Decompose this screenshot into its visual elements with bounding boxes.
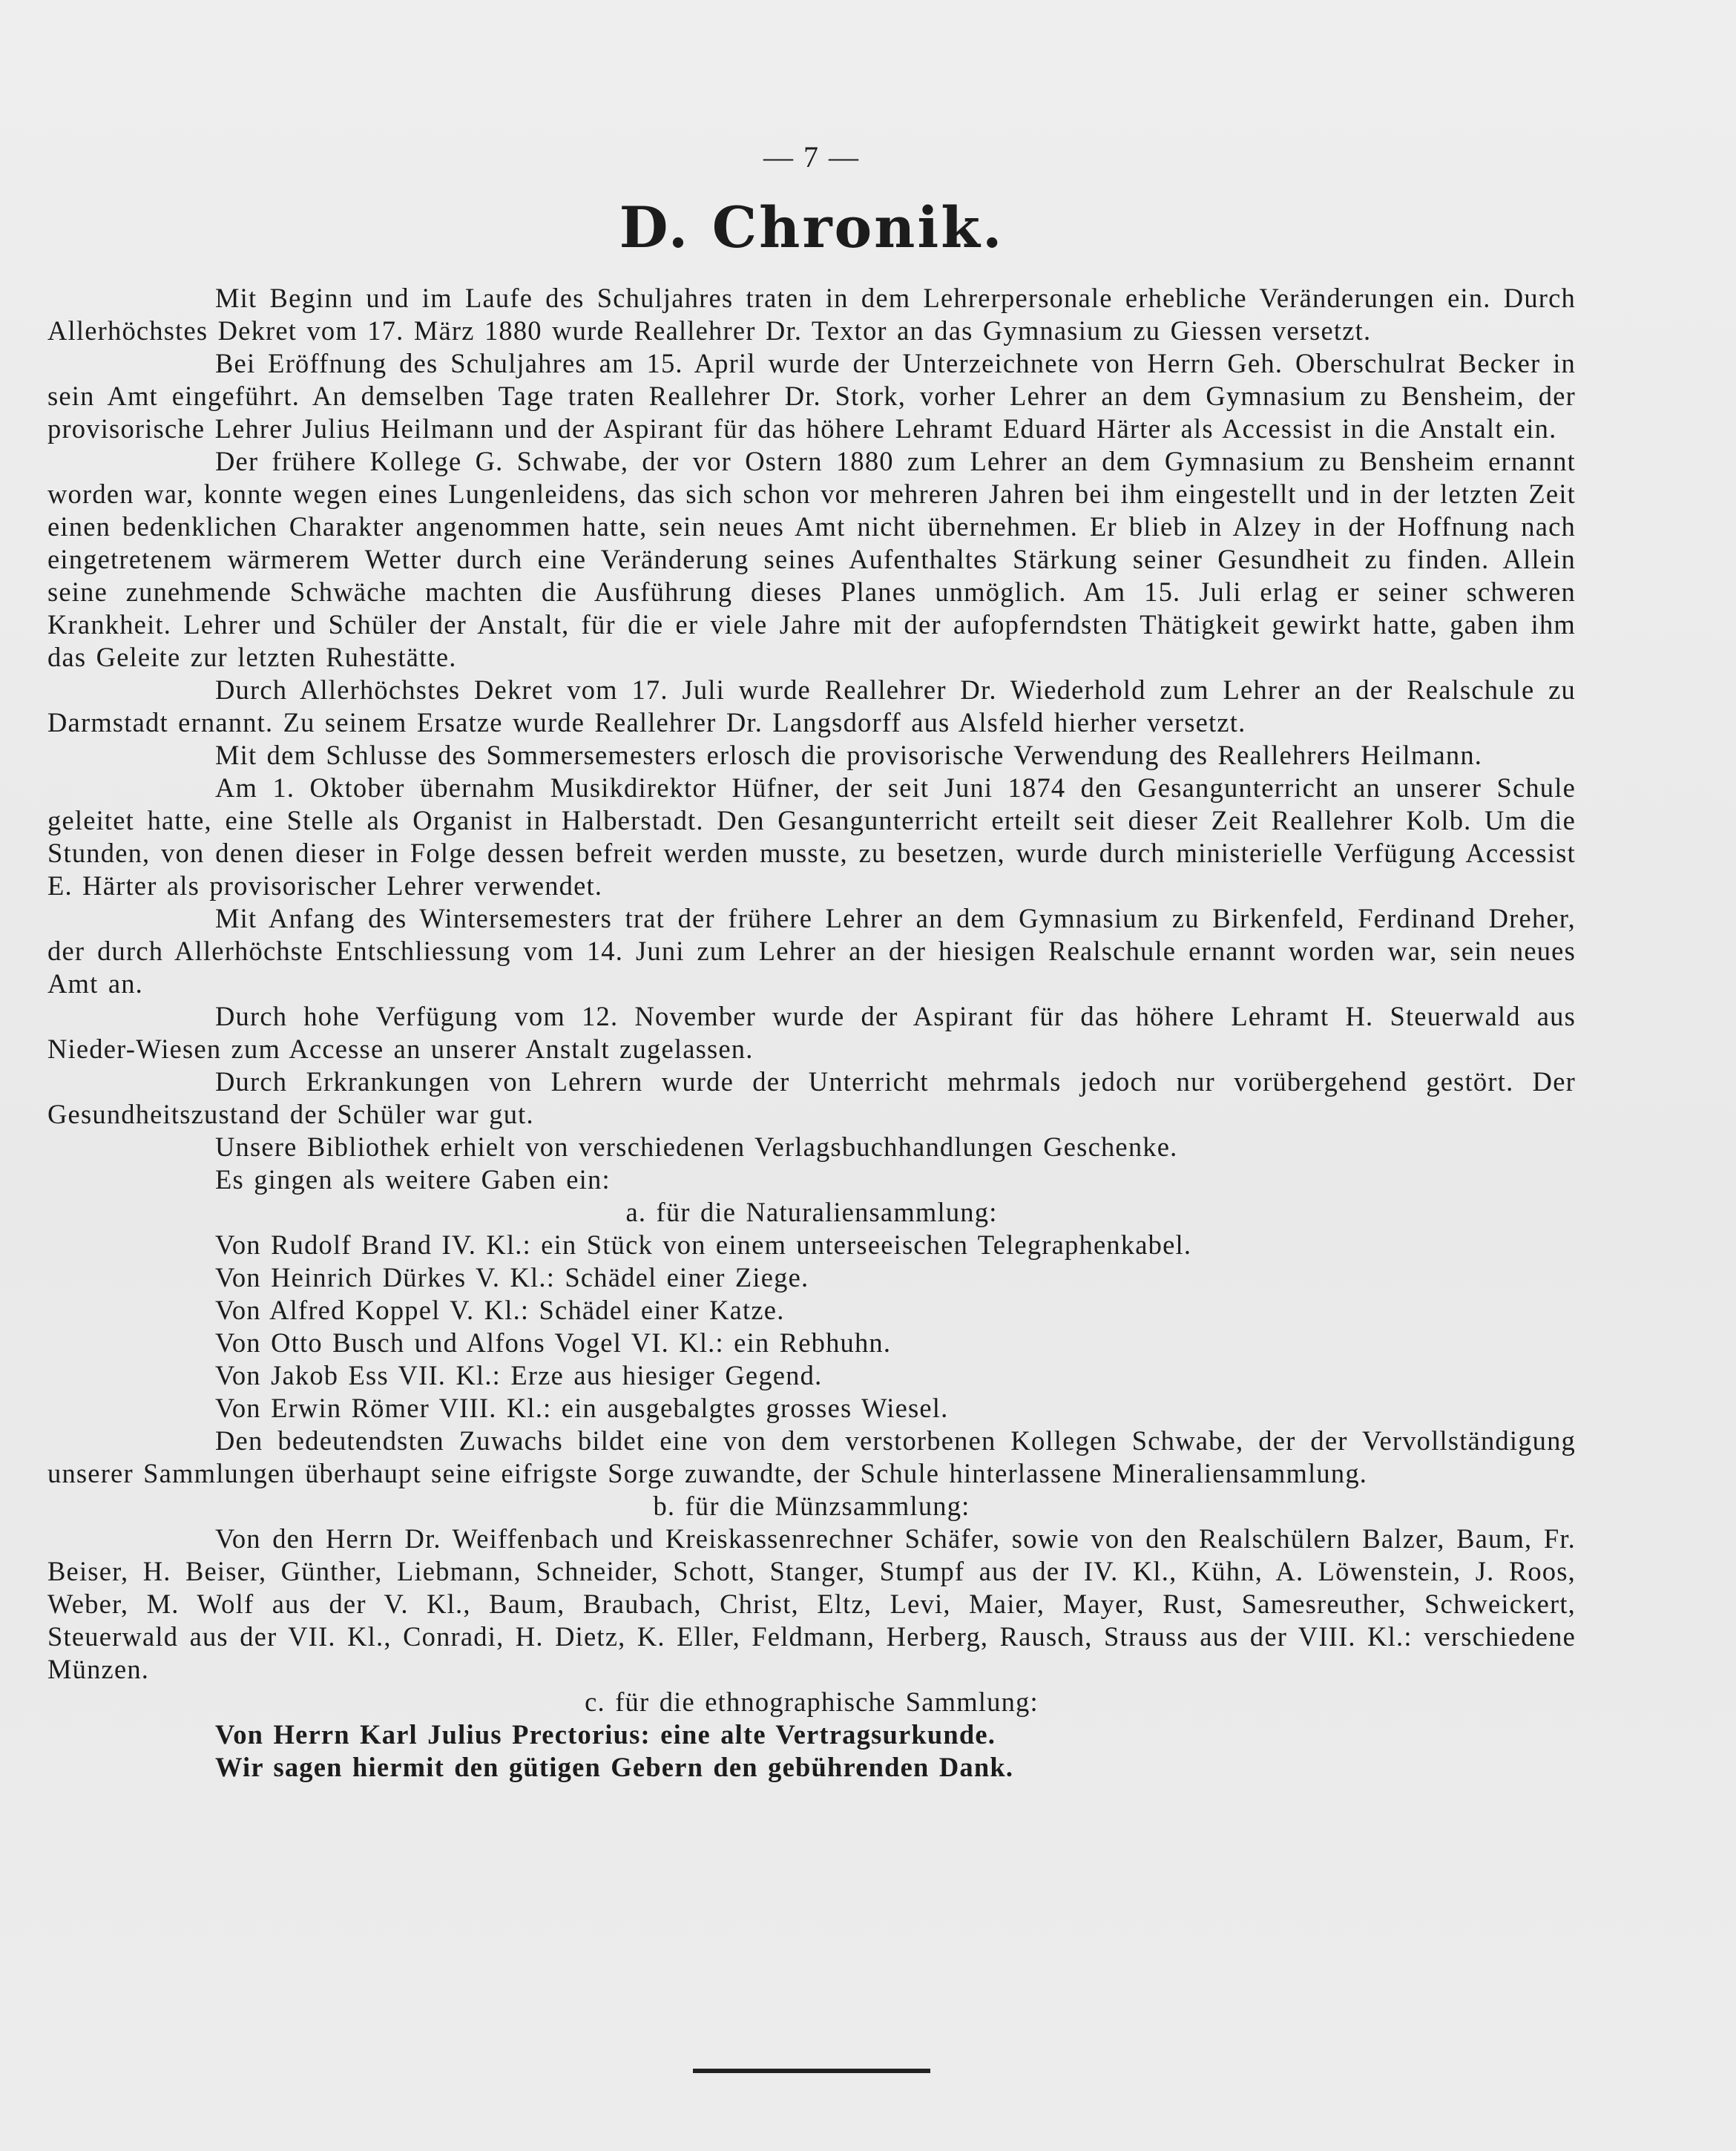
closing-line: Wir sagen hiermit den gütigen Gebern den gebührenden Dank. xyxy=(215,1752,1014,1782)
gift-item: Von Herrn Karl Julius Prectorius: eine alte Vertragsurkunde. xyxy=(215,1719,996,1750)
section-heading: D. Chronik. xyxy=(619,194,1005,260)
gift-item: Von Otto Busch und Alfons Vogel VI. Kl.: ein Rebhuhn. xyxy=(215,1327,892,1358)
chronicle-body xyxy=(47,282,1576,1784)
paragraph: Mit Beginn und im Laufe des Schuljahres traten in dem Lehrerpersonale erhebliche Veränderungen ein. Durch Allerhöchstes Dekret vom 17. März 1880 wurde Reallehrer Dr. Textor an das Gymnasium zu Giessen versetzt. xyxy=(47,283,1576,346)
gift-item: Von Heinrich Dürkes V. Kl.: Schädel einer Ziege. xyxy=(215,1262,809,1293)
paragraph: Von den Herrn Dr. Weiffenbach und Kreiskassenrechner Schäfer, sowie von den Realschülern Balzer, Baum, Fr. Beiser, H. Beiser, Günther, Liebmann, Schneider, Schott, Stanger, Stumpf aus der IV. Kl., Kühn, A. Löwenstein, J. Roos, Weber, M. Wolf aus der V. Kl., Baum, Braubach, Christ, Eltz, Levi, Maier, Mayer, Rust, Samesreuther, Schweickert, Steuerwald aus der VII. Kl., Conradi, H. Dietz, K. Eller, Feldmann, Herberg, Rausch, Strauss aus der VIII. Kl.: verschiedene Münzen. xyxy=(47,1523,1576,1684)
gift-item: Von Erwin Römer VIII. Kl.: ein ausgebalgtes grosses Wiesel. xyxy=(215,1393,949,1423)
subsection-heading-c: c. für die ethnographische Sammlung: xyxy=(585,1687,1039,1717)
paragraph: Der frühere Kollege G. Schwabe, der vor Ostern 1880 zum Lehrer an dem Gymnasium zu Bensheim ernannt worden war, konnte wegen eines Lungenleidens, das sich schon vor mehreren Jahren bei ihm eingestellt und in der letzten Zeit einen bedenklichen Charakter angenommen hatte, sein neues Amt nicht übernehmen. Er blieb in Alzey in der Hoffnung nach eingetretenem wärmerem Wetter durch eine Veränderung seines Aufenthaltes Stärkung seiner Gesundheit zu finden. Allein seine zunehmende Schwäche machten die Ausführung dieses Planes unmöglich. Am 15. Juli erlag er seiner schweren Krankheit. Lehrer und Schüler der Anstalt, für die er viele Jahre mit der aufopferndsten Thätigkeit gewirkt hatte, gaben ihm das Geleite zur letzten Ruhestätte. xyxy=(47,446,1576,672)
page-number: — 7 — xyxy=(763,140,860,174)
paragraph: Es gingen als weitere Gaben ein: xyxy=(215,1164,611,1195)
paragraph: Durch Allerhöchstes Dekret vom 17. Juli wurde Reallehrer Dr. Wiederhold zum Lehrer an der Realschule zu Darmstadt ernannt. Zu seinem Ersatze wurde Reallehrer Dr. Langsdorff aus Alsfeld hierher versetzt. xyxy=(47,674,1576,738)
gift-item: Von Jakob Ess VII. Kl.: Erze aus hiesiger Gegend. xyxy=(215,1360,823,1390)
paragraph: Den bedeutendsten Zuwachs bildet eine von dem verstorbenen Kollegen Schwabe, der der Vervollständigung unserer Sammlungen überhaupt seine eifrigste Sorge zuwandte, der Schule hinterlassene Mineraliensammlung. xyxy=(47,1425,1576,1488)
paragraph: Mit dem Schlusse des Sommersemesters erlosch die provisorische Verwendung des Reallehrers Heilmann. xyxy=(215,740,1483,770)
subsection-heading-a: a. für die Naturaliensammlung: xyxy=(625,1197,998,1227)
gift-item: Von Rudolf Brand IV. Kl.: ein Stück von einem unterseeischen Telegraphenkabel. xyxy=(215,1229,1192,1260)
paragraph: Durch Erkrankungen von Lehrern wurde der Unterricht mehrmals jedoch nur vorübergehend gestört. Der Gesundheitszustand der Schüler war gut. xyxy=(47,1066,1576,1129)
paragraph: Unsere Bibliothek erhielt von verschiedenen Verlagsbuchhandlungen Geschenke. xyxy=(215,1132,1178,1162)
paragraph: Mit Anfang des Wintersemesters trat der frühere Lehrer an dem Gymnasium zu Birkenfeld, Ferdinand Dreher, der durch Allerhöchste Entschliessung vom 14. Juni zum Lehrer an der hiesigen Realschule ernannt worden war, sein neues Amt an. xyxy=(47,903,1576,999)
paragraph: Durch hohe Verfügung vom 12. November wurde der Aspirant für das höhere Lehramt H. Steuerwald aus Nieder-Wiesen zum Accesse an unserer Anstalt zugelassen. xyxy=(47,1001,1576,1064)
paragraph: Am 1. Oktober übernahm Musikdirektor Hüfner, der seit Juni 1874 den Gesangunterricht an unserer Schule geleitet hatte, eine Stelle als Organist in Halberstadt. Den Gesangunterricht erteilt seit dieser Zeit Reallehrer Kolb. Um die Stunden, von denen dieser in Folge dessen befreit werden musste, zu besetzen, wurde durch ministerielle Verfügung Accessist E. Härter als provisorischer Lehrer verwendet. xyxy=(47,772,1576,901)
paragraph: Bei Eröffnung des Schuljahres am 15. April wurde der Unterzeichnete von Herrn Geh. Oberschulrat Becker in sein Amt eingeführt. An demselben Tage traten Reallehrer Dr. Stork, vorher Lehrer an dem Gymnasium zu Bensheim, der provisorische Lehrer Julius Heilmann und der Aspirant für das höhere Lehramt Eduard Härter als Accessist in die Anstalt ein. xyxy=(47,348,1576,444)
gift-item: Von Alfred Koppel V. Kl.: Schädel einer Katze. xyxy=(215,1295,785,1325)
subsection-heading-b: b. für die Münzsammlung: xyxy=(653,1491,970,1521)
closing-rule xyxy=(693,2069,930,2073)
